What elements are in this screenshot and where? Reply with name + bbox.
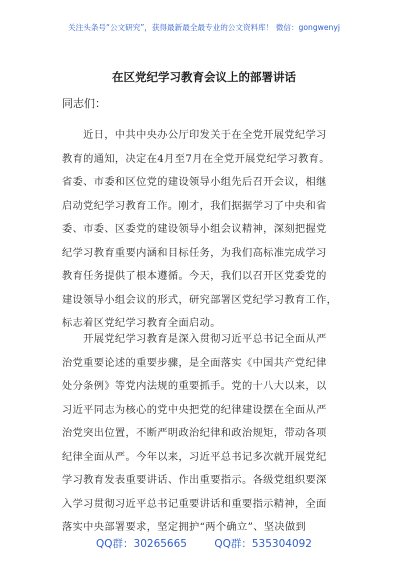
paragraph-line: 开展党纪学习教育是深入贯彻习近平总书记全面从严 bbox=[62, 334, 327, 345]
paragraph-line: 处分条例》等党内法规的重要抓手。党的十八大以来，以 bbox=[62, 381, 327, 392]
paragraph-line: 建设领导小组会议的形式，研究部署区党纪学习教育工作， bbox=[62, 294, 338, 306]
paragraph-line: 纪学习教育重要内涵和目标任务，为我们高标准完成学习 bbox=[62, 247, 327, 259]
paragraph-line: 习近平同志为核心的党中央把党的纪律建设摆在全面从严 bbox=[62, 404, 327, 416]
paragraph-line: 纪律全面从严。今年以来，习近平总书记多次就开展党纪 bbox=[62, 451, 327, 463]
document-title: 在区党纪学习教育会议上的部署讲话 bbox=[112, 70, 296, 84]
paragraph-line: 省委、市委和区位党的建设领导小组先后召开会议，相继 bbox=[62, 177, 327, 188]
paragraph-line: 入学习贯彻习近平总书记重要讲话和重要指示精神，全面 bbox=[62, 498, 327, 510]
paragraph-line: 落实中央部署要求，坚定拥护“两个确立”、坚决做到 bbox=[62, 522, 307, 533]
paragraph-line: 学习教育发表重要讲话、作出重要指示。各级党组织要深 bbox=[62, 475, 327, 486]
paragraph-line: 治党突出位置，不断严明政治纪律和政治规矩，带动各项 bbox=[62, 428, 327, 439]
footer bbox=[0, 536, 408, 551]
greeting: 同志们： bbox=[62, 97, 106, 110]
paragraph-1 bbox=[62, 124, 354, 336]
paragraph-line: 启动党纪学习教育工作。刚才，我们据据学习了中央和省 bbox=[62, 200, 327, 212]
header-banner: 关注头条号“公文研究”，获得最新最全最专业的公文资料库！ 微信：gongwenyj bbox=[68, 23, 340, 32]
qq-group-2: QQ群：535304092 bbox=[214, 538, 312, 550]
paragraph-line: 教育的通知，决定在4月至7月在全党开展党纪学习教育。 bbox=[62, 153, 330, 165]
paragraph-line: 标志着区党纪学习教育全面启动。 bbox=[62, 318, 221, 329]
paragraph-line: 委、市委、区委党的建设领导小组会议精神，深刻把握党 bbox=[62, 224, 327, 235]
paragraph-2 bbox=[62, 328, 354, 540]
paragraph-line: 近日，中共中央办公厅印发关于在全党开展党纪学习 bbox=[62, 130, 327, 141]
qq-group-1: QQ群：30265665 bbox=[96, 538, 187, 550]
paragraph-line: 教育任务提供了根本遵循。今天，我们以召开区党委党的 bbox=[62, 271, 327, 282]
paragraph-line: 治党重要论述的重要步骤，是全面落实《中国共产党纪律 bbox=[62, 357, 327, 369]
